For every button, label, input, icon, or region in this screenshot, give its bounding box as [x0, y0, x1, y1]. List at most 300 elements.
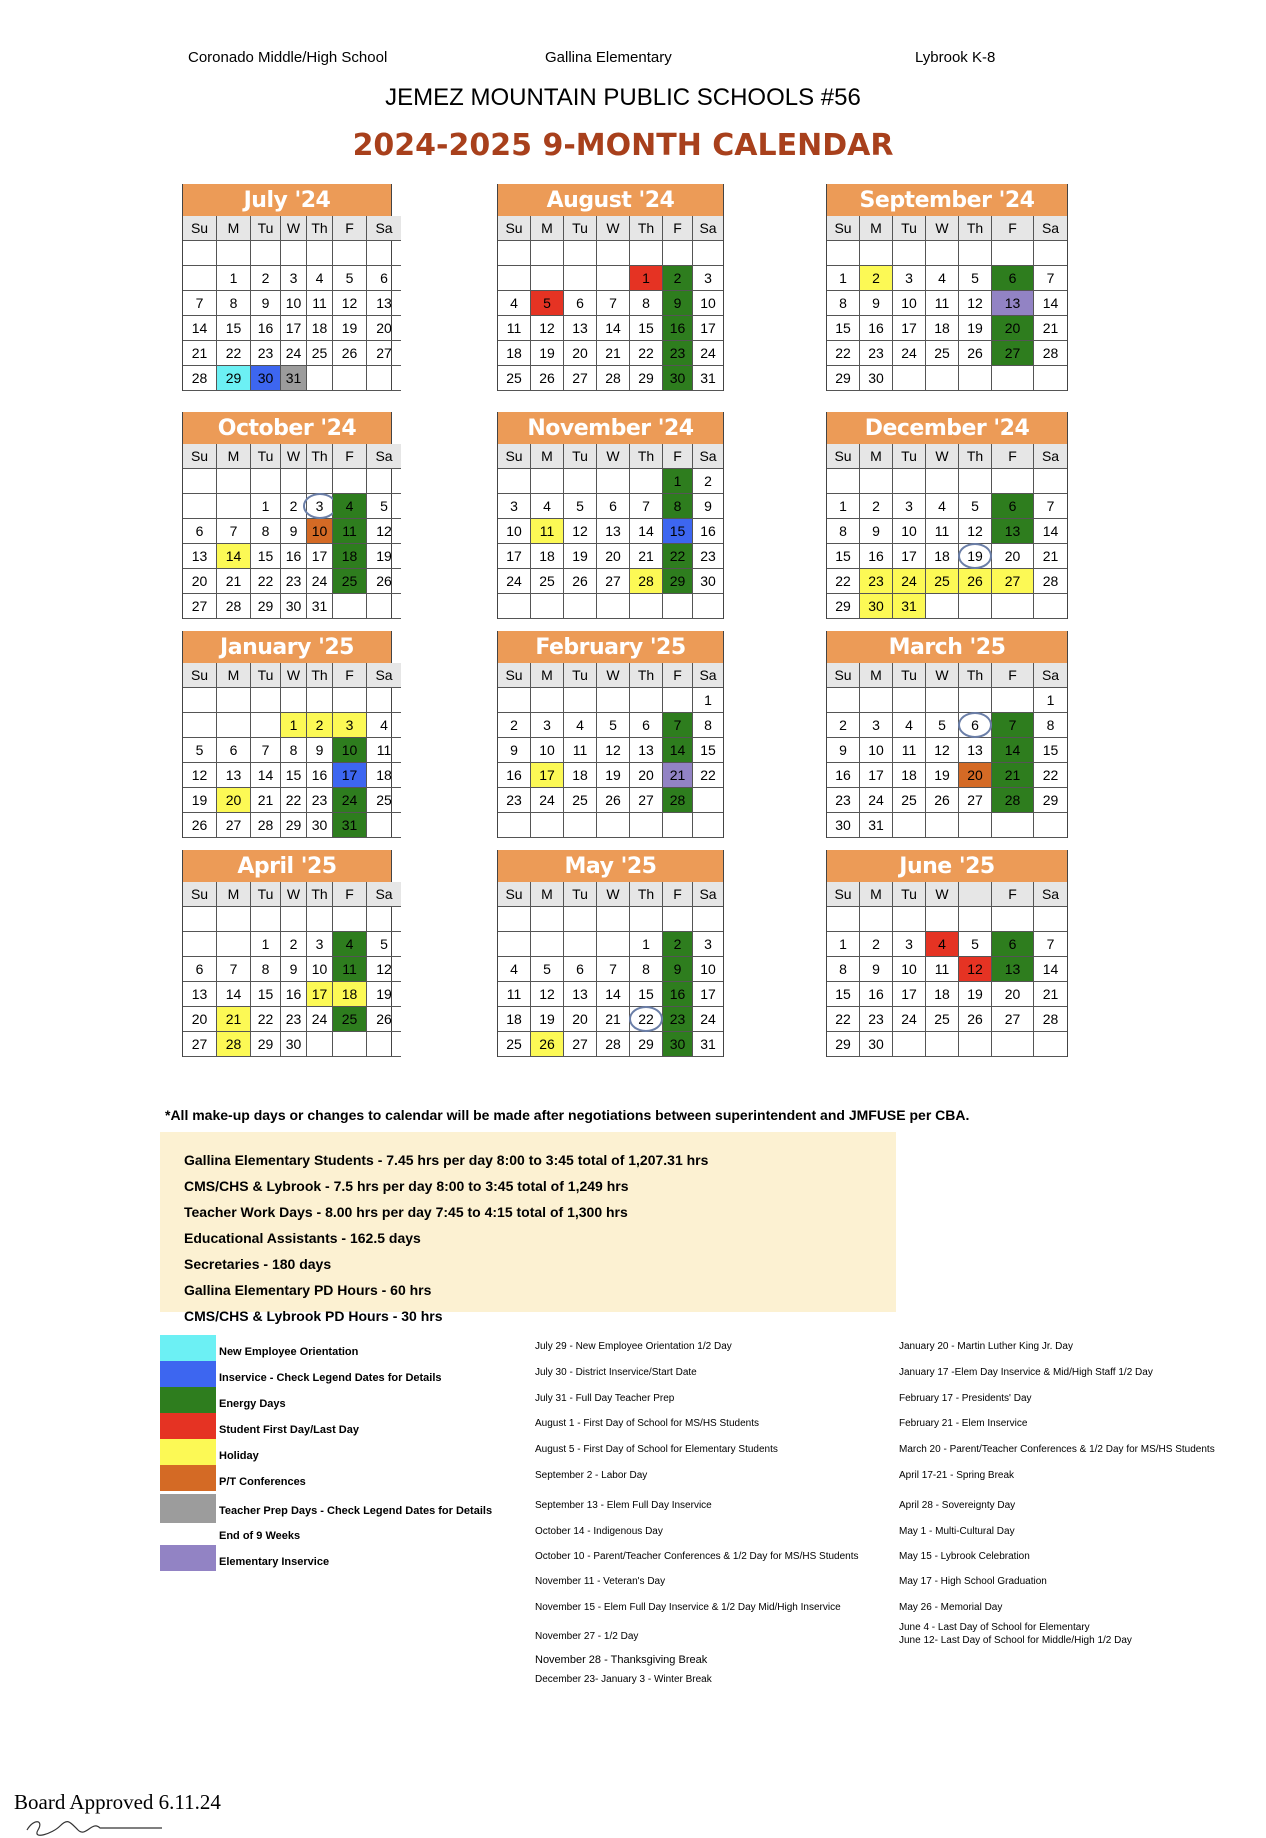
day-cell: 16: [860, 544, 893, 569]
day-cell: 10: [893, 291, 926, 316]
day-cell: 30: [693, 569, 723, 594]
day-cell: 19: [367, 982, 401, 1007]
day-cell: 26: [333, 341, 367, 366]
empty-cell: [498, 469, 531, 494]
weekday-header: Su: [498, 216, 531, 241]
weekday-header: Th: [307, 444, 333, 469]
weekday-header: Su: [183, 444, 217, 469]
weekday-header: Sa: [367, 216, 401, 241]
day-cell: 7: [1034, 932, 1067, 957]
day-cell: 22: [663, 544, 693, 569]
end-of-9-weeks-circle: [958, 712, 992, 738]
month-title: August '24: [498, 184, 723, 216]
weekday-header: Tu: [564, 882, 597, 907]
weekday-header: W: [597, 882, 630, 907]
day-cell: 25: [926, 1007, 959, 1032]
empty-cell: [217, 932, 251, 957]
day-cell: 17: [333, 763, 367, 788]
empty-cell: [630, 907, 663, 932]
empty-cell: [597, 813, 630, 838]
day-cell: 15: [827, 544, 860, 569]
empty-cell: [333, 907, 367, 932]
day-cell: 20: [597, 544, 630, 569]
school-names: [0, 49, 1266, 69]
weekday-header: Tu: [564, 216, 597, 241]
weekday-header: Th: [959, 216, 992, 241]
day-cell: 11: [498, 316, 531, 341]
day-cell: 25: [333, 569, 367, 594]
weekday-header: W: [926, 663, 959, 688]
day-cell: 17: [307, 982, 333, 1007]
day-cell: 8: [827, 519, 860, 544]
school-gallina: Gallina Elementary: [545, 49, 672, 66]
weekday-header: Su: [183, 882, 217, 907]
day-cell: 5: [959, 266, 992, 291]
day-cell: 15: [251, 982, 281, 1007]
empty-cell: [860, 469, 893, 494]
day-cell: 8: [630, 291, 663, 316]
day-cell: 27: [992, 341, 1034, 366]
legend-label: Holiday: [219, 1450, 259, 1462]
day-cell: 28: [630, 569, 663, 594]
weekday-header: M: [531, 882, 564, 907]
day-cell: 5: [367, 494, 401, 519]
empty-cell: [1034, 469, 1067, 494]
weekday-header: W: [281, 216, 307, 241]
day-cell: 31: [693, 366, 723, 391]
day-cell: 2: [281, 494, 307, 519]
month-calendar: [497, 184, 724, 391]
day-cell: 23: [281, 569, 307, 594]
day-cell: 14: [183, 316, 217, 341]
month-title: September '24: [827, 184, 1067, 216]
day-cell: 2: [860, 932, 893, 957]
day-cell: 14: [1034, 519, 1067, 544]
weekday-header: Th: [307, 663, 333, 688]
day-cell: 2: [281, 932, 307, 957]
day-cell: 24: [281, 341, 307, 366]
day-cell: 17: [860, 763, 893, 788]
legend-swatch: [160, 1545, 216, 1571]
day-cell: 5: [367, 932, 401, 957]
empty-cell: [183, 907, 217, 932]
day-cell: 4: [926, 266, 959, 291]
legend-swatch: [160, 1465, 216, 1491]
weekday-header: Tu: [251, 663, 281, 688]
empty-cell: [367, 241, 401, 266]
weekday-header: M: [531, 444, 564, 469]
empty-cell: [217, 907, 251, 932]
day-cell: 4: [333, 494, 367, 519]
empty-cell: [1034, 366, 1067, 391]
hours-line: Educational Assistants - 162.5 days: [184, 1230, 421, 1246]
empty-cell: [893, 907, 926, 932]
day-cell: 30: [251, 366, 281, 391]
day-cell: 16: [860, 316, 893, 341]
day-cell: 10: [693, 957, 723, 982]
day-cell: 23: [281, 1007, 307, 1032]
empty-cell: [367, 907, 401, 932]
empty-cell: [367, 688, 401, 713]
day-cell: 11: [926, 519, 959, 544]
day-cell: 28: [597, 366, 630, 391]
day-cell: 18: [307, 316, 333, 341]
day-cell: 17: [693, 982, 723, 1007]
month-calendar: [826, 631, 1068, 838]
empty-cell: [333, 241, 367, 266]
event-item: February 21 - Elem Inservice: [899, 1418, 1028, 1429]
day-cell: 4: [926, 494, 959, 519]
day-cell: 16: [281, 544, 307, 569]
weekday-header: Sa: [367, 444, 401, 469]
day-cell: 1: [827, 266, 860, 291]
end-of-9-weeks-circle: [303, 493, 337, 519]
day-cell: 13: [630, 738, 663, 763]
day-cell: 19: [564, 544, 597, 569]
month-calendar: [826, 184, 1068, 391]
event-item: July 31 - Full Day Teacher Prep: [535, 1393, 675, 1404]
event-item: May 17 - High School Graduation: [899, 1576, 1047, 1587]
day-cell: 9: [498, 738, 531, 763]
event-item: October 10 - Parent/Teacher Conferences & 1/2 Day for MS/HS Students: [535, 1551, 859, 1562]
day-cell: 9: [693, 494, 723, 519]
month-title: April '25: [183, 850, 391, 882]
day-cell: 18: [333, 544, 367, 569]
day-cell: 12: [333, 291, 367, 316]
empty-cell: [860, 241, 893, 266]
day-cell: 6: [992, 932, 1034, 957]
day-cell: 11: [333, 957, 367, 982]
weekday-header: F: [333, 216, 367, 241]
day-cell: 4: [333, 932, 367, 957]
empty-cell: [597, 932, 630, 957]
day-cell: 19: [531, 341, 564, 366]
day-cell: 9: [827, 738, 860, 763]
day-cell: 12: [564, 519, 597, 544]
empty-cell: [827, 907, 860, 932]
day-cell: 27: [183, 1032, 217, 1057]
empty-cell: [693, 788, 723, 813]
weekday-header: Sa: [693, 882, 723, 907]
weekday-header: Sa: [367, 663, 401, 688]
day-cell: 9: [307, 738, 333, 763]
day-cell: 16: [663, 316, 693, 341]
day-cell: 12: [959, 519, 992, 544]
event-item: August 5 - First Day of School for Elementary Students: [535, 1444, 778, 1455]
day-cell: 29: [827, 366, 860, 391]
day-cell: 28: [217, 594, 251, 619]
day-cell: 22: [630, 1007, 663, 1032]
day-cell: 29: [827, 1032, 860, 1057]
empty-cell: [564, 241, 597, 266]
day-cell: 30: [860, 594, 893, 619]
day-cell: 27: [564, 1032, 597, 1057]
day-cell: 9: [860, 519, 893, 544]
month-title: June '25: [827, 850, 1067, 882]
weekday-header: Sa: [693, 663, 723, 688]
day-cell: 16: [860, 982, 893, 1007]
day-cell: 15: [827, 982, 860, 1007]
day-cell: 25: [926, 569, 959, 594]
day-cell: 18: [926, 316, 959, 341]
event-item: January 17 -Elem Day Inservice & Mid/High Staff 1/2 Day: [899, 1367, 1153, 1378]
weekday-header: F: [992, 882, 1034, 907]
day-cell: 3: [307, 494, 333, 519]
weekday-header: W: [597, 216, 630, 241]
month-title: March '25: [827, 631, 1067, 663]
day-cell: 12: [183, 763, 217, 788]
empty-cell: [333, 469, 367, 494]
event-item: October 14 - Indigenous Day: [535, 1526, 663, 1537]
day-cell: 23: [307, 788, 333, 813]
weekday-header: Sa: [693, 444, 723, 469]
weekday-header: F: [663, 444, 693, 469]
weekday-header: W: [281, 444, 307, 469]
weekday-header: M: [860, 216, 893, 241]
day-cell: 27: [367, 341, 401, 366]
day-cell: 19: [531, 1007, 564, 1032]
empty-cell: [498, 241, 531, 266]
day-cell: 17: [307, 544, 333, 569]
day-cell: 10: [860, 738, 893, 763]
day-cell: 24: [693, 1007, 723, 1032]
day-cell: 1: [663, 469, 693, 494]
event-item: November 11 - Veteran's Day: [535, 1576, 666, 1587]
day-cell: 18: [367, 763, 401, 788]
day-cell: 19: [959, 982, 992, 1007]
weekday-header: Su: [827, 444, 860, 469]
event-item: September 2 - Labor Day: [535, 1470, 648, 1481]
legend-swatch: [160, 1413, 216, 1439]
empty-cell: [217, 241, 251, 266]
day-cell: 10: [893, 957, 926, 982]
day-cell: 1: [827, 494, 860, 519]
day-cell: 9: [663, 291, 693, 316]
day-cell: 1: [217, 266, 251, 291]
empty-cell: [307, 688, 333, 713]
empty-cell: [992, 366, 1034, 391]
day-cell: 7: [183, 291, 217, 316]
day-cell: 2: [663, 266, 693, 291]
day-cell: 2: [251, 266, 281, 291]
day-cell: 22: [827, 1007, 860, 1032]
weekday-header: W: [926, 882, 959, 907]
day-cell: 20: [564, 1007, 597, 1032]
day-cell: 23: [251, 341, 281, 366]
day-cell: 6: [992, 266, 1034, 291]
day-cell: 1: [827, 932, 860, 957]
day-cell: 28: [992, 788, 1034, 813]
day-cell: 23: [860, 569, 893, 594]
day-cell: 11: [367, 738, 401, 763]
weekday-header: W: [926, 216, 959, 241]
day-cell: 8: [630, 957, 663, 982]
day-cell: 21: [251, 788, 281, 813]
day-cell: 25: [498, 366, 531, 391]
event-item: November 15 - Elem Full Day Inservice & 1/2 Day Mid/High Inservice: [535, 1602, 841, 1613]
empty-cell: [693, 594, 723, 619]
empty-cell: [333, 1032, 367, 1057]
day-cell: 3: [307, 932, 333, 957]
day-cell: 6: [564, 291, 597, 316]
day-cell: 3: [893, 266, 926, 291]
empty-cell: [498, 907, 531, 932]
month-calendar: [497, 412, 724, 619]
day-cell: 22: [827, 341, 860, 366]
day-cell: 22: [827, 569, 860, 594]
empty-cell: [893, 469, 926, 494]
day-cell: 20: [564, 341, 597, 366]
day-cell: 24: [307, 569, 333, 594]
weekday-header: Tu: [251, 216, 281, 241]
day-cell: 30: [860, 1032, 893, 1057]
weekday-header: M: [860, 882, 893, 907]
day-cell: 17: [498, 544, 531, 569]
empty-cell: [992, 907, 1034, 932]
day-cell: 27: [992, 569, 1034, 594]
day-cell: 18: [564, 763, 597, 788]
day-cell: 26: [926, 788, 959, 813]
weekday-header: Th: [630, 882, 663, 907]
empty-cell: [307, 469, 333, 494]
day-cell: 11: [926, 291, 959, 316]
weekday-header: M: [217, 882, 251, 907]
weekday-header: Sa: [1034, 663, 1067, 688]
day-cell: 28: [217, 1032, 251, 1057]
empty-cell: [926, 1032, 959, 1057]
empty-cell: [992, 469, 1034, 494]
day-cell: 15: [1034, 738, 1067, 763]
empty-cell: [281, 688, 307, 713]
hours-box: [160, 1132, 896, 1324]
empty-cell: [663, 241, 693, 266]
day-cell: 29: [281, 813, 307, 838]
day-cell: 28: [597, 1032, 630, 1057]
day-cell: 7: [217, 519, 251, 544]
legend-swatch: [160, 1439, 216, 1465]
day-cell: 30: [860, 366, 893, 391]
legend-label: Teacher Prep Days - Check Legend Dates for Details: [219, 1505, 493, 1517]
day-cell: 20: [183, 569, 217, 594]
hours-line: CMS/CHS & Lybrook PD Hours - 30 hrs: [184, 1308, 443, 1324]
weekday-header: Sa: [1034, 216, 1067, 241]
day-cell: 9: [281, 519, 307, 544]
empty-cell: [1034, 907, 1067, 932]
empty-cell: [926, 241, 959, 266]
weekday-header: M: [217, 444, 251, 469]
day-cell: 24: [498, 569, 531, 594]
empty-cell: [217, 713, 251, 738]
weekday-header: W: [597, 444, 630, 469]
day-cell: 24: [893, 1007, 926, 1032]
day-cell: 17: [893, 316, 926, 341]
day-cell: 26: [959, 569, 992, 594]
day-cell: 15: [827, 316, 860, 341]
empty-cell: [893, 813, 926, 838]
day-cell: 29: [630, 366, 663, 391]
day-cell: 26: [367, 1007, 401, 1032]
empty-cell: [498, 813, 531, 838]
day-cell: 3: [693, 266, 723, 291]
empty-cell: [893, 241, 926, 266]
day-cell: 7: [597, 291, 630, 316]
day-cell: 14: [1034, 291, 1067, 316]
month-calendar: [182, 412, 392, 619]
day-cell: 7: [1034, 266, 1067, 291]
day-cell: 19: [597, 763, 630, 788]
day-cell: 16: [307, 763, 333, 788]
day-cell: 28: [1034, 341, 1067, 366]
empty-cell: [183, 469, 217, 494]
empty-cell: [498, 594, 531, 619]
empty-cell: [959, 366, 992, 391]
day-cell: 13: [597, 519, 630, 544]
weekday-header: Th: [307, 882, 333, 907]
event-item: August 1 - First Day of School for MS/HS Students: [535, 1418, 759, 1429]
day-cell: 25: [531, 569, 564, 594]
day-cell: 22: [1034, 763, 1067, 788]
day-cell: 17: [893, 982, 926, 1007]
empty-cell: [959, 469, 992, 494]
empty-cell: [531, 813, 564, 838]
day-cell: 20: [992, 544, 1034, 569]
day-cell: 29: [663, 569, 693, 594]
day-cell: 31: [307, 594, 333, 619]
weekday-header: Tu: [251, 444, 281, 469]
day-cell: 22: [630, 341, 663, 366]
month-calendar: [182, 184, 392, 391]
event-item: April 28 - Sovereignty Day: [899, 1500, 1016, 1511]
day-cell: 5: [564, 494, 597, 519]
empty-cell: [597, 594, 630, 619]
day-cell: 18: [333, 982, 367, 1007]
signature-scribble: [22, 1812, 172, 1838]
empty-cell: [693, 907, 723, 932]
weekday-header: Su: [498, 663, 531, 688]
month-calendar: [182, 631, 392, 838]
day-cell: 3: [693, 932, 723, 957]
empty-cell: [564, 813, 597, 838]
day-cell: 29: [251, 594, 281, 619]
day-cell: 4: [307, 266, 333, 291]
day-cell: 4: [564, 713, 597, 738]
weekday-header: Su: [498, 444, 531, 469]
day-cell: 21: [992, 763, 1034, 788]
weekday-header: Tu: [564, 663, 597, 688]
legend-swatch: [160, 1494, 216, 1523]
day-cell: 5: [959, 932, 992, 957]
empty-cell: [183, 241, 217, 266]
empty-cell: [333, 366, 367, 391]
day-cell: 7: [251, 738, 281, 763]
empty-cell: [183, 688, 217, 713]
day-cell: 21: [217, 569, 251, 594]
weekday-header: Th: [630, 216, 663, 241]
month-title: February '25: [498, 631, 723, 663]
day-cell: 30: [281, 1032, 307, 1057]
day-cell: 31: [281, 366, 307, 391]
day-cell: 5: [333, 266, 367, 291]
month-title: July '24: [183, 184, 391, 216]
empty-cell: [630, 688, 663, 713]
district-title: JEMEZ MOUNTAIN PUBLIC SCHOOLS #56: [385, 84, 861, 111]
month-calendar: [826, 850, 1068, 1057]
day-cell: 8: [827, 291, 860, 316]
empty-cell: [251, 688, 281, 713]
day-cell: 19: [926, 763, 959, 788]
day-cell: 2: [860, 494, 893, 519]
day-cell: 8: [281, 738, 307, 763]
